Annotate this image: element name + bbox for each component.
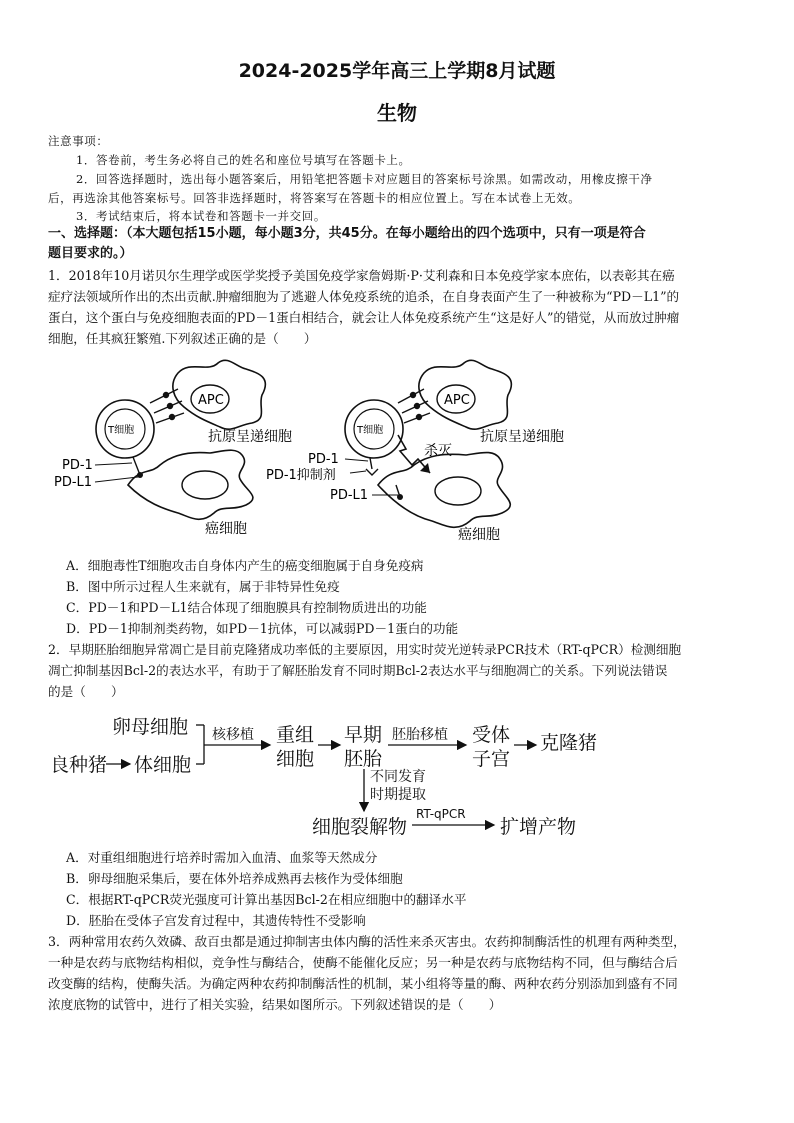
q2-option-c[interactable]: C．根据RT-qPCR荧光强度可计算出基因Bcl-2在相应细胞中的翻译水平 — [66, 892, 467, 907]
recon-label: 重组 — [276, 724, 315, 746]
q1-option-b[interactable]: B．图中所示过程人生来就有，属于非特异性免疫 — [66, 579, 340, 594]
q2-option-a[interactable]: A．对重组细胞进行培养时需加入血清、血浆等天然成分 — [66, 850, 378, 865]
recon-label: 细胞 — [276, 748, 315, 770]
t-cell-text: T细胞 — [357, 425, 384, 436]
rtqpcr-label: RT-qPCR — [416, 807, 466, 821]
somatic-label: 体细胞 — [134, 754, 192, 776]
q3-stem-line: 一种是农药与底物结构相似，竞争性与酶结合，使酶不能催化反应；另一种是农药与底物结构不同，但与酶结合后 — [48, 955, 678, 970]
notice-item: 3．考试结束后，将本试卷和答题卡一并交回。 — [76, 209, 326, 223]
apc-label: 抗原呈递细胞 — [480, 429, 564, 445]
uterus-label: 受体 — [472, 724, 511, 746]
q2-stem-line: 凋亡抑制基因Bcl-2的表达水平，有助于了解胚胎发育不同时期Bcl-2表达水平与细胞凋亡的关系。下列说法错误 — [48, 663, 668, 678]
nt-label: 核移植 — [212, 727, 254, 743]
cancer-nucleus — [182, 471, 228, 499]
q2-option-b[interactable]: B．卵母细胞采集后，要在体外培养成熟再去核作为受体细胞 — [66, 871, 403, 886]
pdl1-label: PD-L1 — [54, 475, 93, 490]
q1-stem-line: 蛋白，这个蛋白与免疫细胞表面的PD－1蛋白相结合，就会让人体免疫系统产生“这是好人”的错觉，从而放过肿瘤 — [48, 310, 680, 325]
cancer-cell — [128, 450, 253, 519]
section-heading: 一、选择题：（本大题包括15小题，每小题3分，共45分。在每小题给出的四个选项中，只有一项是符合 — [48, 226, 646, 241]
q1-stem-line: 细胞，任其疯狂繁殖.下列叙述正确的是（ ） — [48, 331, 317, 346]
breed-pig-label: 良种猪 — [50, 754, 108, 776]
clone-pig-label: 克隆猪 — [540, 732, 598, 754]
notice-item: 2．回答选择题时，选出每小题答案后，用铅笔把答题卡对应题目的答案标号涂黑。如需改动，用橡皮擦干净 — [76, 172, 653, 186]
lysate-label: 细胞裂解物 — [312, 816, 408, 838]
q1-stem-line: 1．2018年10月诺贝尔生理学或医学奖授予美国免疫学家詹姆斯·P·艾利森和日本免疫学家本庶佑，以表彰其在癌 — [48, 268, 675, 283]
t-cell-text: T细胞 — [108, 425, 135, 436]
q1-option-c[interactable]: C．PD－1和PD－L1结合体现了细胞膜具有控制物质进出的功能 — [66, 600, 427, 615]
q3-stem-line: 3．两种常用农药久效磷、敌百虫都是通过抑制害虫体内酶的活性来杀灭害虫。农药抑制酶活性的机理有两种类型， — [48, 934, 686, 949]
section-heading: 题目要求的。） — [48, 246, 133, 261]
pd1-label: PD-1 — [308, 452, 339, 467]
inhibitor-label: PD-1抑制剂 — [266, 468, 336, 483]
q2-flow-diagram — [0, 705, 794, 845]
q1-option-a[interactable]: A．细胞毒性T细胞攻击自身体内产生的癌变细胞属于自身免疫病 — [66, 558, 424, 573]
subject-title: 生物 — [377, 101, 417, 125]
notice-item: 1．答卷前，考生务必将自己的姓名和座位号填写在答题卡上。 — [76, 153, 411, 167]
apc-label: 抗原呈递细胞 — [208, 429, 292, 445]
stage-label: 不同发育 — [370, 769, 426, 785]
notice-item: 后，再选涂其他答案标号。回答非选择题时，将答案写在答题卡的相应位置上。写在本试卷上无效。 — [48, 191, 581, 205]
oocyte-label: 卵母细胞 — [112, 716, 189, 738]
q2-stem-line: 的是（ ） — [48, 684, 124, 699]
pdl1-label: PD-L1 — [330, 488, 369, 503]
early-embryo-label: 早期 — [344, 724, 383, 746]
q1-option-d[interactable]: D．PD－1抑制剂类药物，如PD－1抗体，可以减弱PD－1蛋白的功能 — [66, 621, 459, 636]
et-label: 胚胎移植 — [392, 727, 448, 743]
stage-label: 时期提取 — [370, 787, 426, 803]
product-label: 扩增产物 — [500, 816, 577, 838]
apc-text: APC — [198, 393, 224, 408]
exam-title: 2024-2025学年高三上学期8月试题 — [238, 60, 556, 82]
cancer-label: 癌细胞 — [205, 521, 247, 537]
q1-stem-line: 症疗法领域所作出的杰出贡献.肿瘤细胞为了逃避人体免疫系统的追杀，在自身表面产生了一种被称为“PD－L1”的 — [48, 289, 680, 304]
cancer-label: 癌细胞 — [458, 527, 500, 543]
q3-stem-line: 改变酶的结构，使酶失活。为确定两种农药抑制酶活性的机制，某小组将等量的酶、两种农药分别添加到盛有不同 — [48, 976, 678, 991]
notice-heading: 注意事项： — [48, 134, 109, 148]
q2-option-d[interactable]: D．胚胎在受体子宫发育过程中，其遗传特性不受影响 — [66, 913, 366, 928]
uterus-label: 子宫 — [472, 748, 511, 770]
left-panel — [54, 360, 292, 537]
pd1-label: PD-1 — [62, 458, 93, 473]
early-embryo-label: 胚胎 — [344, 748, 383, 770]
q1-figure — [0, 355, 794, 550]
right-panel — [266, 360, 564, 543]
q2-stem-line: 2．早期胚胎细胞异常凋亡是目前克隆猪成功率低的主要原因，用实时荧光逆转录PCR技术（RT-qPCR）检测细胞 — [48, 642, 682, 657]
cancer-nucleus — [435, 477, 481, 505]
kill-label: 杀灭 — [424, 443, 452, 459]
apc-text: APC — [444, 393, 470, 408]
q3-stem-line: 浓度底物的试管中，进行了相关实验，结果如图所示。下列叙述错误的是（ ） — [48, 997, 502, 1012]
